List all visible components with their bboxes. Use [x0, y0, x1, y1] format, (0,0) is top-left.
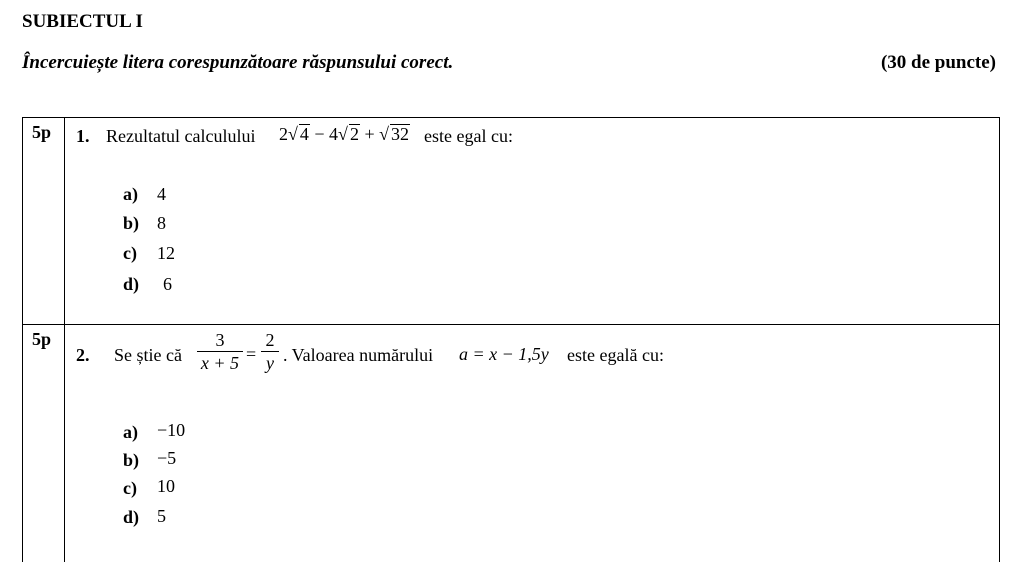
question-2-expression: a = x − 1,5y — [459, 344, 549, 364]
score-column-divider — [64, 117, 65, 562]
fraction-2-denominator: y — [266, 353, 274, 373]
sqrt-3: √ 32 — [379, 124, 409, 144]
instruction-text: Încercuiește litera corespunzătoare răspunsului corect. — [22, 52, 454, 73]
q2-option-b-letter[interactable]: b) — [123, 450, 140, 470]
coef-2: 4 — [329, 124, 339, 144]
question-2-score: 5p — [32, 329, 52, 349]
q2-option-b-value: −5 — [157, 448, 177, 468]
q2-option-c-value: 10 — [157, 476, 175, 496]
fraction-1-denominator: x + 5 — [200, 353, 240, 373]
q1-option-c-value: 12 — [157, 243, 175, 263]
q1-option-a-value: 4 — [157, 184, 166, 204]
fraction-2-numerator: 2 — [261, 329, 279, 352]
q2-option-c-letter[interactable]: c) — [123, 478, 137, 498]
radicand-3: 32 — [390, 124, 409, 144]
coef-1: 2 — [279, 124, 288, 144]
question-2-text-middle: . Valoarea numărului — [283, 345, 434, 365]
fraction-1 — [197, 329, 243, 374]
q1-option-b-value: 8 — [157, 213, 166, 233]
equals-sign: = — [246, 344, 257, 364]
q2-option-a-letter[interactable]: a) — [123, 422, 138, 442]
q1-option-a-letter[interactable]: a) — [123, 184, 138, 204]
q1-option-b-letter[interactable]: b) — [123, 213, 140, 233]
q2-option-d-letter[interactable]: d) — [123, 507, 140, 527]
question-2-text-after: este egală cu: — [567, 345, 664, 365]
section-title: SUBIECTUL I — [22, 11, 143, 32]
q1-option-c-letter[interactable]: c) — [123, 243, 137, 263]
radicand-1: 4 — [299, 124, 309, 144]
sqrt-2: √ 2 — [338, 124, 359, 144]
q2-option-a-value: −10 — [157, 420, 186, 440]
question-2-number: 2. — [76, 345, 90, 365]
row-divider — [22, 324, 1000, 325]
fraction-1-numerator: 3 — [197, 329, 243, 352]
question-1-text: Rezultatul calculului — [106, 126, 256, 146]
operator-plus: + — [364, 124, 375, 144]
total-points: (30 de puncte) — [880, 52, 996, 73]
fraction-2 — [261, 329, 279, 374]
q2-option-d-value: 5 — [157, 506, 166, 526]
question-2-text: Se știe că — [114, 345, 182, 365]
question-1-number: 1. — [76, 126, 90, 146]
q1-option-d-value: 6 — [163, 274, 172, 294]
radicand-2: 2 — [349, 124, 359, 144]
question-1-text-after: este egal cu: — [424, 126, 513, 146]
operator-minus: − — [314, 124, 325, 144]
q1-option-d-letter[interactable]: d) — [123, 274, 140, 294]
question-1-score: 5p — [32, 122, 52, 142]
question-1-expression — [279, 124, 410, 145]
sqrt-1: √ 4 — [288, 124, 309, 144]
